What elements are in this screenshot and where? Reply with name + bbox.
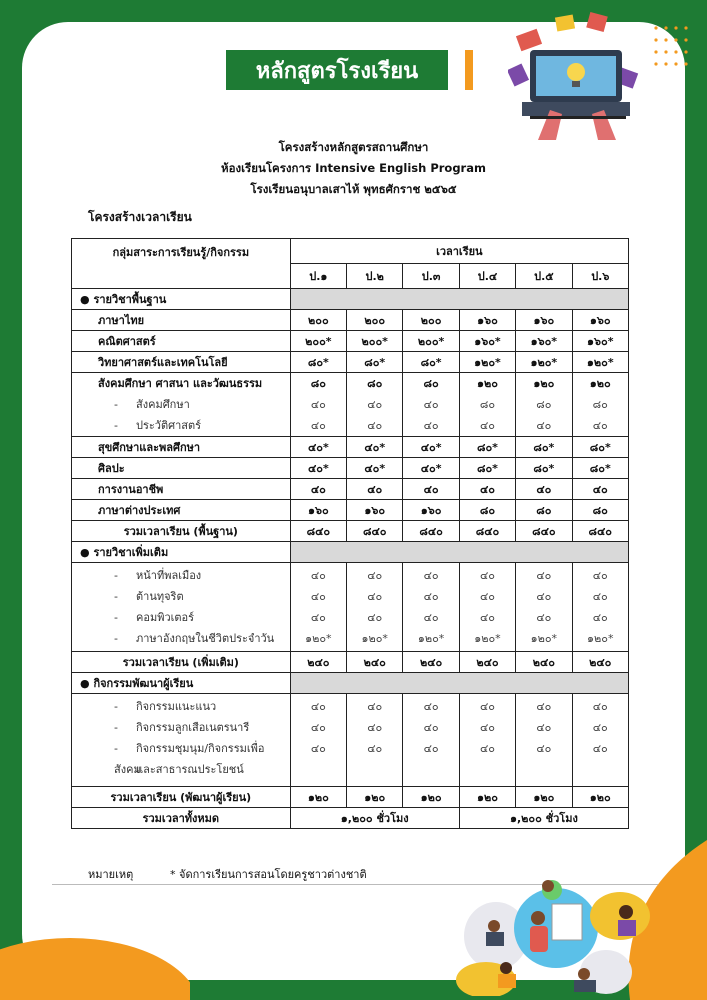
bullet-icon: ● [80, 677, 94, 690]
page-title: หลักสูตรโรงเรียน [226, 50, 448, 90]
grade-6: ป.๖ [572, 264, 628, 289]
extra-rows: - หน้าที่พลเมือง - ต้านทุจริต - คอมพิวเตอร์ - ภาษาอังกฤษในชีวิตประจำวัน ๔๐ ๔๐ ๔๐ ๑๒๐* ๔๐ ๔๐ ๔๐ ๑๒๐* ๔๐ ๔๐ ๔๐ ๑๒๐* ๔๐ ๔๐ ๔๐ ๑๒๐* ๔๐ ๔๐ ๔๐ ๑๒๐* ๔๐ ๔๐ ๔๐ ๑๒๐* [72, 563, 629, 652]
table-row: ศิลปะ ๔๐* ๔๐* ๔๐* ๘๐* ๘๐* ๘๐* [72, 458, 629, 479]
total-row-basic: รวมเวลาเรียน (พื้นฐาน) ๘๔๐ ๘๔๐ ๘๔๐ ๘๔๐ ๘๔๐ ๘๔๐ [72, 521, 629, 542]
note-text: * จัดการเรียนการสอนโดยครูชาวต่างชาติ [170, 868, 367, 881]
title-accent-bar [465, 50, 473, 90]
table-row-social: สังคมศึกษา ศาสนา และวัฒนธรรม - สังคมศึกษา - ประวัติศาสตร์ ๘๐ ๔๐ ๔๐ ๘๐ ๔๐ ๔๐ ๘๐ ๔๐ ๔๐ ๑๒๐ ๘๐ ๔๐ ๑๒๐ ๘๐ ๔๐ ๑๒๐ ๘๐ ๔๐ [72, 373, 629, 437]
grand-total-row: รวมเวลาทั้งหมด ๑,๒๐๐ ชั่วโมง ๑,๒๐๐ ชั่วโมง [72, 808, 629, 829]
col-header-group: กลุ่มสาระการเรียนรู้/กิจกรรม [72, 239, 291, 289]
section-basic [72, 289, 629, 310]
table-row: สุขศึกษาและพลศึกษา ๔๐* ๔๐* ๔๐* ๘๐* ๘๐* ๘๐* [72, 437, 629, 458]
grade-3: ป.๓ [403, 264, 459, 289]
total-row-activity: รวมเวลาเรียน (พัฒนาผู้เรียน) ๑๒๐ ๑๒๐ ๑๒๐ ๑๒๐ ๑๒๐ ๑๒๐ [72, 787, 629, 808]
laptop-idea-illustration [508, 10, 648, 150]
table-row: ภาษาต่างประเทศ ๑๖๐ ๑๖๐ ๑๖๐ ๘๐ ๘๐ ๘๐ [72, 500, 629, 521]
table-row: ภาษาไทย ๒๐๐ ๒๐๐ ๒๐๐ ๑๖๐ ๑๖๐ ๑๖๐ [72, 310, 629, 331]
total-row-extra: รวมเวลาเรียน (เพิ่มเติม) ๒๔๐ ๒๔๐ ๒๔๐ ๒๔๐ ๒๔๐ ๒๔๐ [72, 652, 629, 673]
grade-4: ป.๔ [459, 264, 515, 289]
curriculum-table [71, 238, 629, 829]
header-line-2: ห้องเรียนโครงการ Intensive English Program [221, 161, 486, 175]
grade-2: ป.๒ [347, 264, 403, 289]
activity-rows: - กิจกรรมแนะแนว - กิจกรรมลูกเสือเนตรนารี - กิจกรรมชุมนุม/กิจกรรมเพื่อสังคม และสาธารณประโยชน์ ๔๐ ๔๐ ๔๐ ๔๐ ๔๐ ๔๐ ๔๐ ๔๐ ๔๐ ๔๐ ๔๐ ๔๐ ๔๐ ๔๐ ๔๐ ๔๐ ๔๐ ๔๐ [72, 694, 629, 787]
header-line-3: โรงเรียนอนุบาลเสาไห้ พุทธศักราช ๒๕๖๕ [250, 182, 457, 196]
col-header-time: เวลาเรียน [290, 239, 628, 264]
section-activity: ● กิจกรรมพัฒนาผู้เรียน [72, 673, 629, 694]
table-row: วิทยาศาสตร์และเทคโนโลยี ๘๐* ๘๐* ๘๐* ๑๒๐* ๑๒๐* ๑๒๐* [72, 352, 629, 373]
table-row: การงานอาชีพ ๔๐ ๔๐ ๔๐ ๔๐ ๔๐ ๔๐ [72, 479, 629, 500]
grade-5: ป.๕ [516, 264, 572, 289]
note-label: หมายเหตุ [88, 868, 134, 881]
section-extra: ● รายวิชาเพิ่มเติม [72, 542, 629, 563]
section-heading: ● รายวิชาพื้นฐาน [72, 289, 291, 310]
grade-1: ป.๑ [290, 264, 346, 289]
header-line-1: โครงสร้างหลักสูตรสถานศึกษา [278, 140, 429, 154]
orange-blob-bottom-left [0, 900, 190, 1000]
bullet-icon: ● [80, 546, 94, 559]
bullet-icon: ● [80, 293, 94, 306]
section-title: โครงสร้างเวลาเรียน [88, 210, 192, 224]
dots-pattern [650, 22, 692, 82]
students-learning-illustration [456, 876, 656, 996]
table-row: คณิตศาสตร์ ๒๐๐* ๒๐๐* ๒๐๐* ๑๖๐* ๑๖๐* ๑๖๐* [72, 331, 629, 352]
